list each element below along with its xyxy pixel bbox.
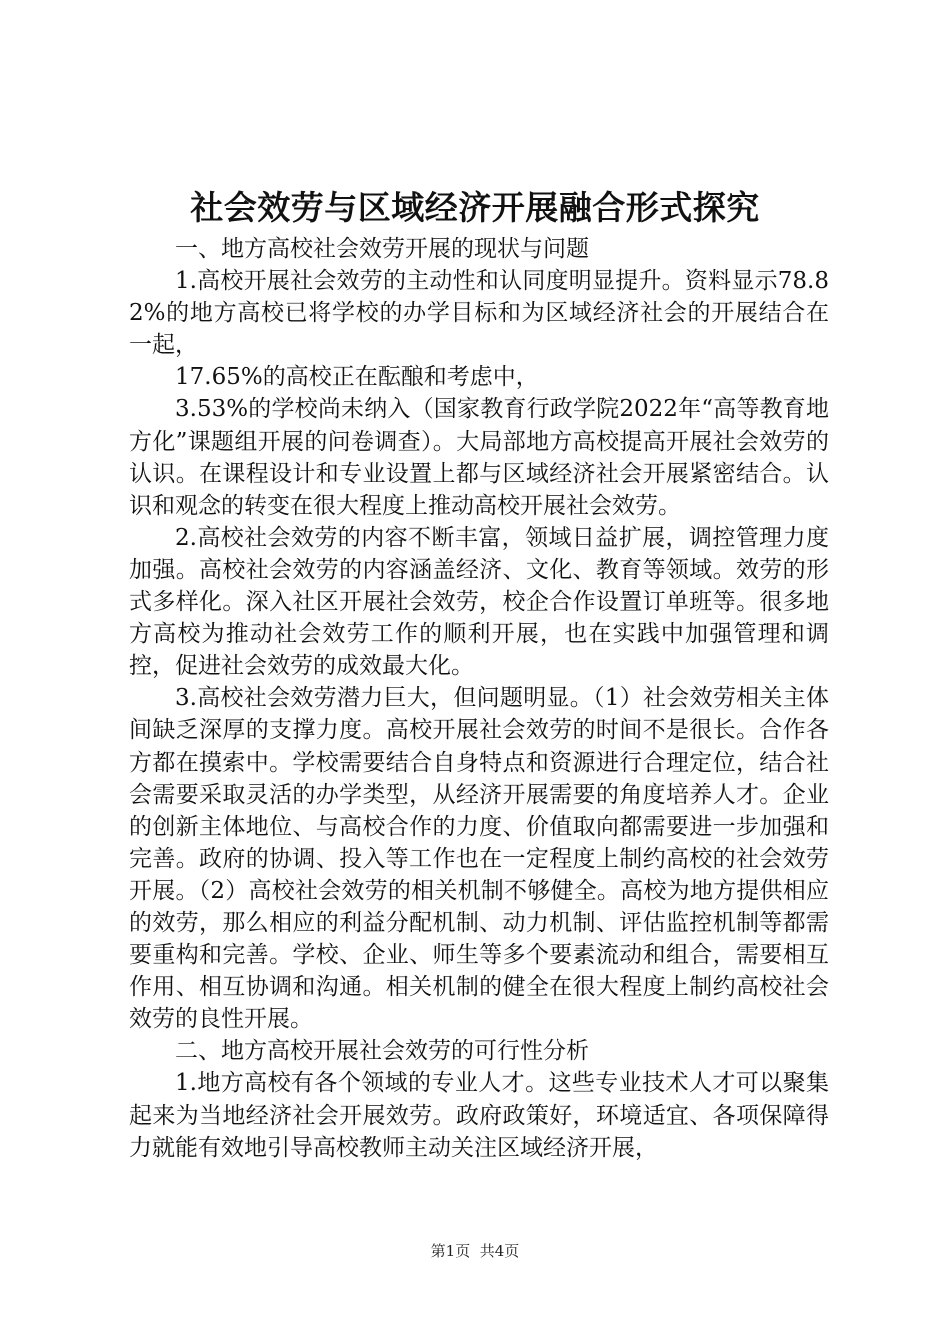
paragraph: 3.53%的学校尚未纳入（国家教育行政学院2022年“高等教育地方化”课题组开展的问卷调查）。大局部地方高校提高开展社会效劳的认识。在课程设计和专业设置上都与区域经济社会开展紧密结合。认识和观念的转变在很大程度上推动高校开展社会效劳。 <box>129 396 829 519</box>
paragraph: 3.高校社会效劳潜力巨大，但问题明显。（1）社会效劳相关主体间缺乏深厚的支撑力度。高校开展社会效劳的时间不是很长。合作各方都在摸索中。学校需要结合自身特点和资源进行合理定位，结合社会需要采取灵活的办学类型，从经济开展需要的角度培养人才。企业的创新主体地位、与高校合作的力度、价值取向都需要进一步加强和完善。政府的协调、投入等工作也在一定程度上制约高校的社会效劳开展。（2）高校社会效劳的相关机制不够健全。高校为地方提供相应的效劳，那么相应的利益分配机制、动力机制、评估监控机制等都需要重构和完善。学校、企业、师生等多个要素流动和组合，需要相互作用、相互协调和沟通。相关机制的健全在很大程度上制约高校社会效劳的良性开展。 <box>129 685 829 1033</box>
paragraph: 2.高校社会效劳的内容不断丰富，领域日益扩展，调控管理力度加强。高校社会效劳的内容涵盖经济、文化、教育等领域。效劳的形式多样化。深入社区开展社会效劳，校企合作设置订单班等。很多地方高校为推动社会效劳工作的顺利开展，也在实践中加强管理和调控，促进社会效劳的成效最大化。 <box>129 524 829 680</box>
page-total: 共4页 <box>479 1242 520 1260</box>
paragraph: 1.高校开展社会效劳的主动性和认同度明显提升。资料显示78.82%的地方高校已将学校的办学目标和为区域经济社会的开展结合在一起， <box>129 268 829 359</box>
document-body <box>129 233 829 1164</box>
page-number: 第1页 <box>430 1242 471 1260</box>
page-footer <box>0 1241 950 1261</box>
section-heading: 一、地方高校社会效劳开展的现状与问题 <box>175 236 589 262</box>
document-title: 社会效劳与区域经济开展融合形式探究 <box>190 188 760 227</box>
section-heading: 二、地方高校开展社会效劳的可行性分析 <box>175 1038 589 1065</box>
paragraph: 1.地方高校有各个领域的专业人才。这些专业技术人才可以聚集起来为当地经济社会开展效劳。政府政策好，环境适宜、各项保障得力就能有效地引导高校教师主动关注区域经济开展， <box>129 1070 829 1161</box>
paragraph: 17.65%的高校正在酝酿和考虑中， <box>175 364 539 391</box>
